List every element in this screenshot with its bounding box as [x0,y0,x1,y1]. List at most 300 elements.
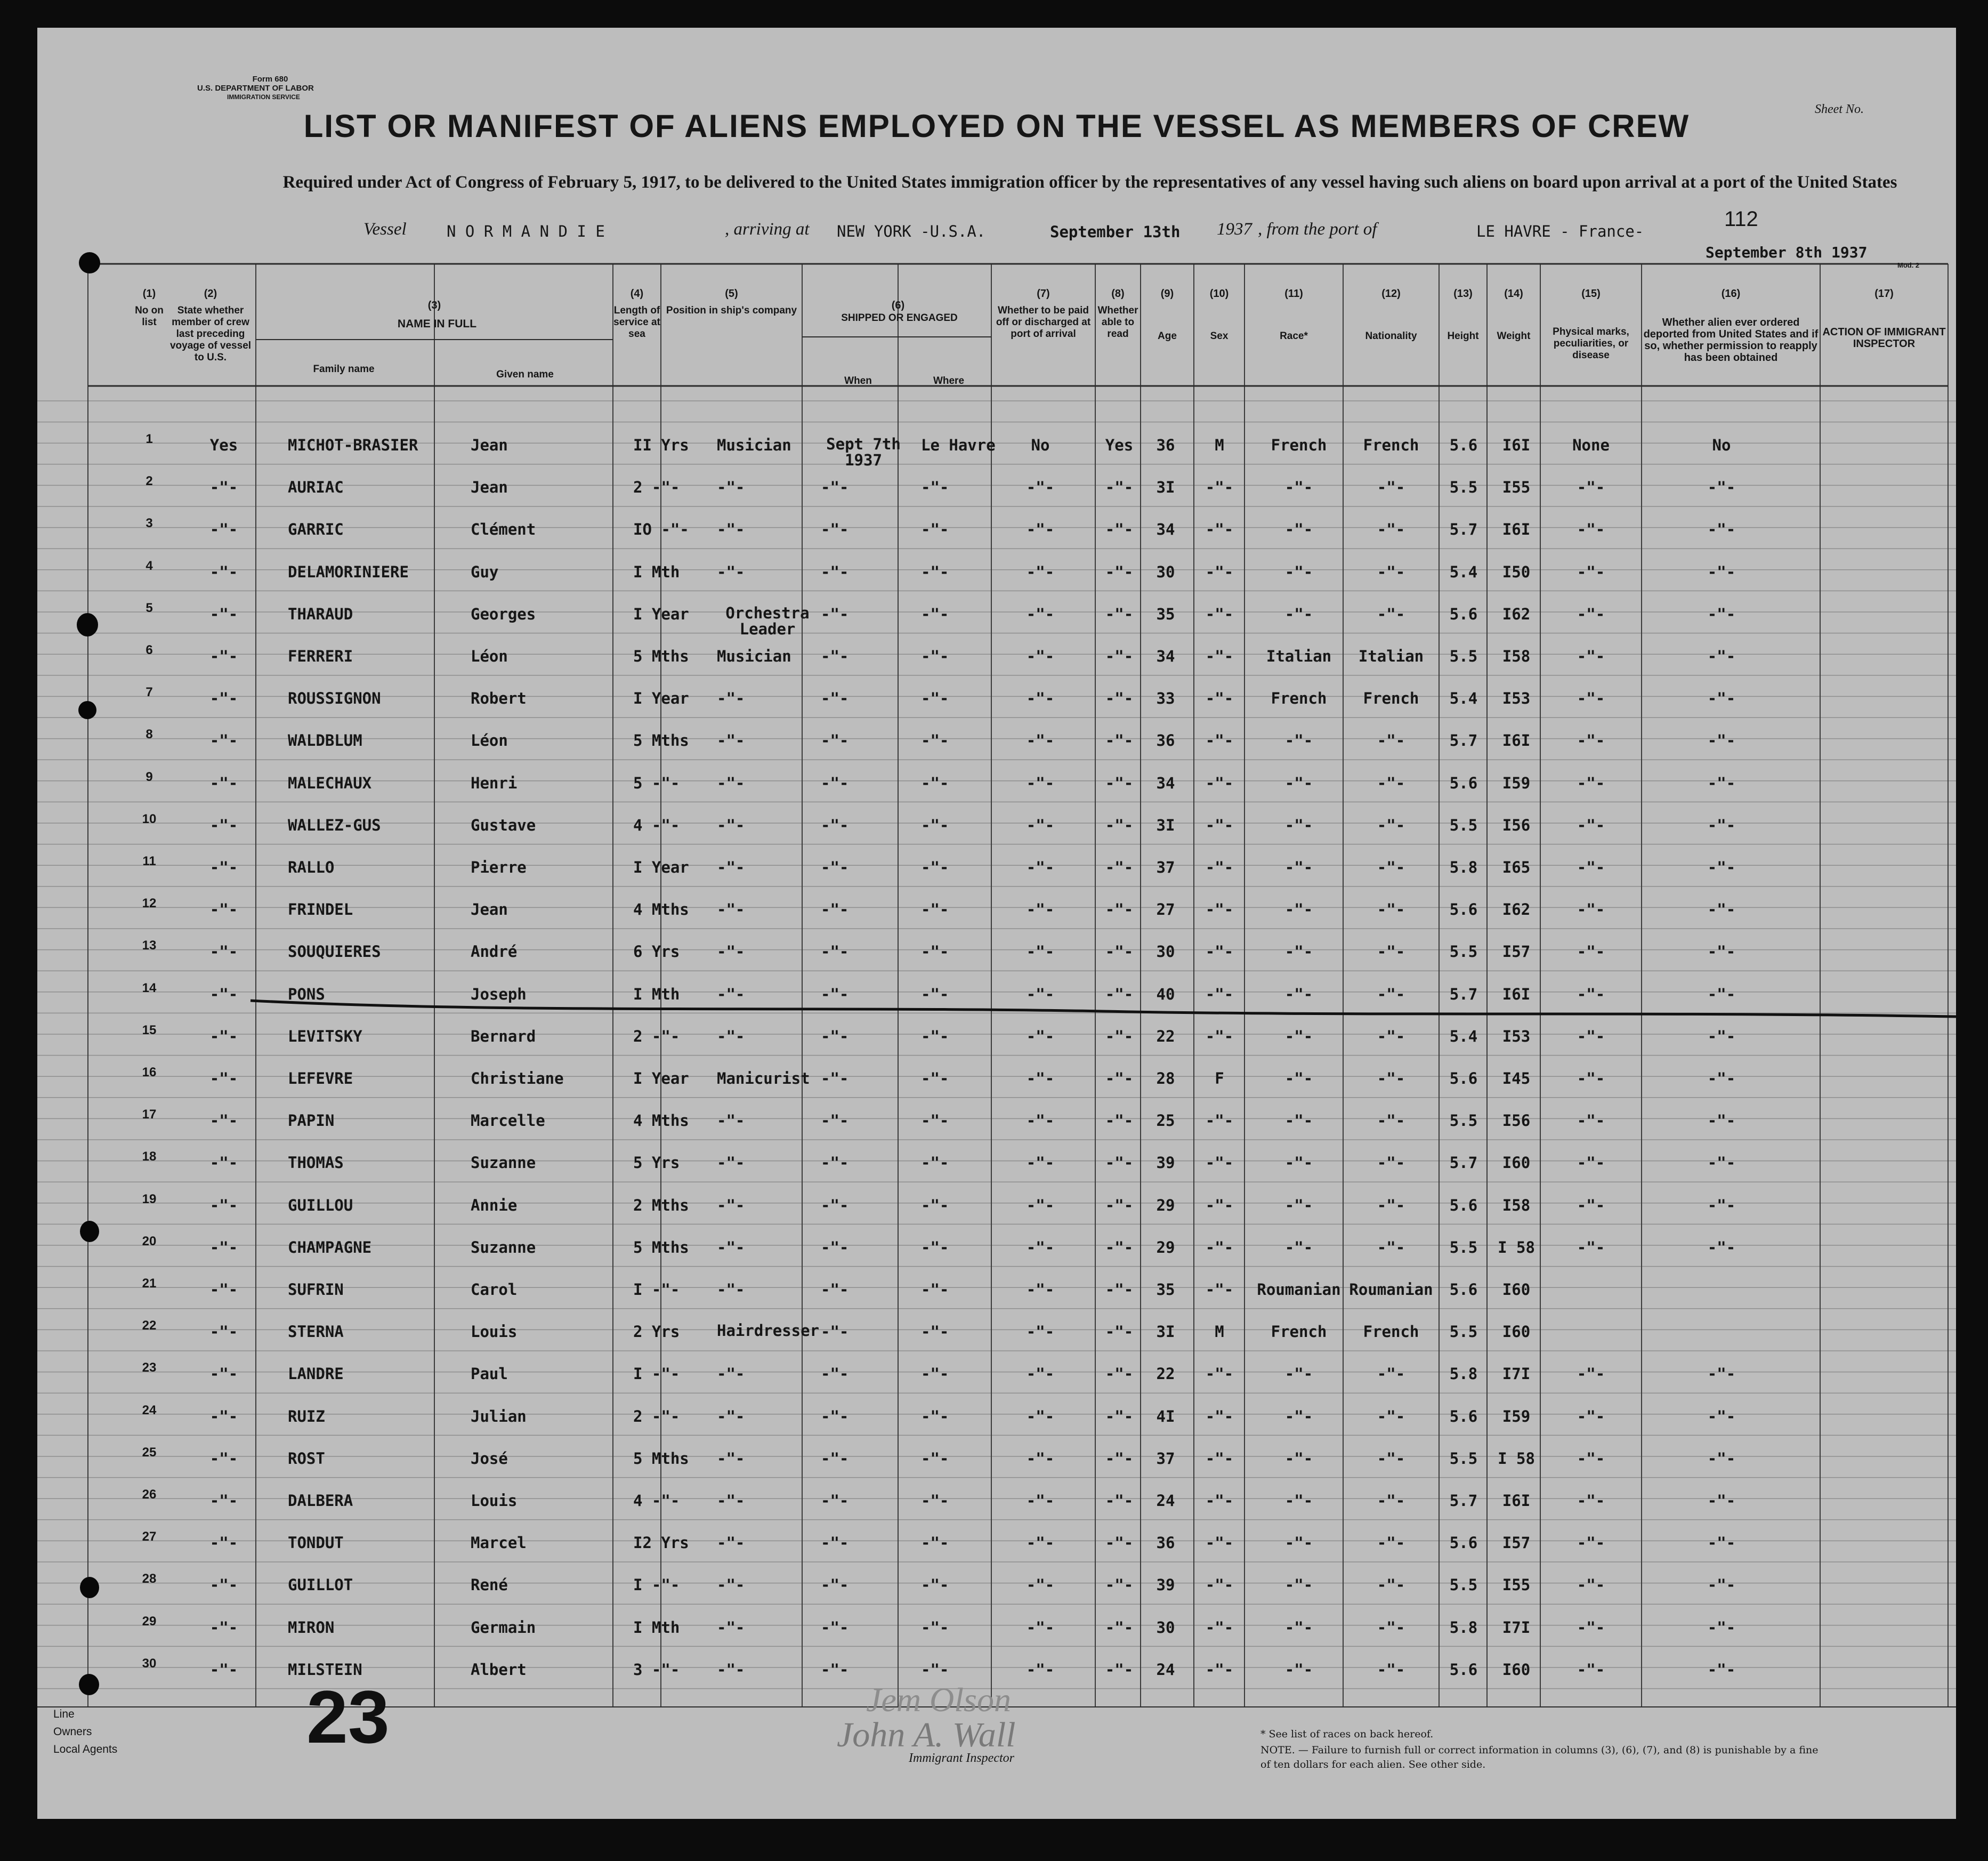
cell-family: AURIAC [288,478,344,497]
cell-position: -"- [717,731,745,750]
cell-height: 5.5 [1449,816,1478,834]
cell-read: -"- [1105,858,1134,876]
cell-prev: -"- [209,1069,238,1087]
cell-when: -"- [821,858,849,876]
cell-position: -"- [717,1027,745,1045]
cell-prev: -"- [209,1027,238,1045]
cell-paid: -"- [1026,1323,1055,1341]
cell-weight: I56 [1502,816,1531,834]
cell-weight: I60 [1502,1154,1531,1172]
cell-given: Christiane [471,1069,564,1087]
cell-where: -"- [921,774,949,792]
cell-sex: -"- [1205,774,1234,792]
cell-prev: -"- [209,731,238,750]
fine-note: NOTE. — Failure to furnish full or correct information in columns (3), (6), (7), and (8) is punishable by a fine of ten dollars for each alien. See other side. [1260,1744,1819,1770]
cell-race: -"- [1284,858,1313,876]
cell-when: -"- [821,1492,849,1510]
cell-weight: I6I [1502,520,1531,539]
cell-age: 27 [1156,900,1175,919]
cell-read: -"- [1105,605,1134,623]
cell-nationality: -"- [1377,942,1405,961]
arriving-label: , arriving at [725,220,810,239]
cell-no: 13 [142,938,157,953]
cell-where: -"- [921,1660,949,1679]
cell-service: 2 Mths [633,1196,689,1214]
from-port-label: , from the port of [1258,220,1377,239]
cell-height: 5.4 [1449,1027,1478,1045]
cell-marks: -"- [1577,1027,1605,1045]
cell-given: Jean [471,436,508,454]
cell-marks: -"- [1577,562,1605,581]
cell-sex: -"- [1205,1449,1234,1468]
cell-sex: -"- [1205,900,1234,919]
cell-family: WALLEZ-GUS [288,816,381,834]
cell-marks: -"- [1577,605,1605,623]
cell-age: 40 [1156,985,1175,1003]
cell-deported: -"- [1707,562,1736,581]
cell-marks: -"- [1577,1534,1605,1552]
cell-deported: -"- [1707,647,1736,665]
cell-race: -"- [1284,478,1313,497]
cell-deported: No [1712,436,1731,454]
cell-deported: -"- [1707,816,1736,834]
header-label: Weight [1497,331,1531,342]
cell-where: -"- [921,1196,949,1214]
cell-prev: -"- [209,1280,238,1299]
cell-given: Louis [471,1323,518,1341]
cell-service: 5 Mths [633,1449,689,1468]
cell-weight: I59 [1502,1407,1531,1425]
local-agents-label: Local Agents [53,1743,118,1755]
cell-read: -"- [1105,1365,1134,1383]
cell-deported: -"- [1707,1576,1736,1594]
cell-sex: M [1215,1323,1224,1341]
cell-position: -"- [717,1492,745,1510]
cell-weight: I57 [1502,942,1531,961]
cell-prev: -"- [209,605,238,623]
cell-when: -"- [821,731,849,750]
cell-age: 3I [1156,816,1175,834]
cell-read: -"- [1105,478,1134,497]
header-label: Nationality [1365,331,1417,342]
header-number: (10) [1209,288,1229,300]
cell-nationality: French [1363,436,1419,454]
header-number: (15) [1581,288,1601,300]
cell-when: -"- [821,942,849,961]
cell-marks: -"- [1577,1449,1605,1468]
cell-height: 5.5 [1449,1576,1478,1594]
cell-age: 37 [1156,858,1175,876]
cell-family: WALDBLUM [288,731,362,750]
cell-sex: -"- [1205,689,1234,708]
header-label: Sex [1210,331,1229,342]
cell-prev: -"- [209,942,238,961]
cell-read: -"- [1105,731,1134,750]
cell-marks: -"- [1577,1111,1605,1130]
cell-service: I -"- [633,1280,680,1299]
cell-when: -"- [821,1449,849,1468]
cell-sex: -"- [1205,731,1234,750]
departure-port: LE HAVRE - France- [1476,222,1644,240]
cell-paid: -"- [1026,731,1055,750]
cell-sex: -"- [1205,1407,1234,1425]
header-number: (6) [891,300,905,311]
cell-height: 5.6 [1449,1407,1478,1425]
cell-race: Italian [1266,647,1332,665]
cell-weight: I56 [1502,1111,1531,1130]
cell-read: -"- [1105,1154,1134,1172]
cell-age: 34 [1156,774,1175,792]
cell-family: ROUSSIGNON [288,689,381,708]
cell-paid: -"- [1026,816,1055,834]
cell-marks: -"- [1577,1407,1605,1425]
cell-paid: -"- [1026,1111,1055,1130]
cell-when: -"- [821,1238,849,1256]
cell-deported: -"- [1707,689,1736,708]
cell-age: 24 [1156,1492,1175,1510]
cell-sex: -"- [1205,816,1234,834]
cell-nationality: -"- [1377,1069,1405,1087]
cell-paid: -"- [1026,1238,1055,1256]
cell-race: -"- [1284,816,1313,834]
cell-marks: -"- [1577,1154,1605,1172]
cell-age: 33 [1156,689,1175,708]
cell-nationality: -"- [1377,1196,1405,1214]
cell-deported: -"- [1707,1492,1736,1510]
sheet-number: 112 [1724,207,1758,231]
cell-no: 30 [142,1656,157,1671]
cell-deported: -"- [1707,942,1736,961]
cell-race: -"- [1284,1576,1313,1594]
cell-read: -"- [1105,1238,1134,1256]
cell-read: -"- [1105,1660,1134,1679]
cell-given: René [471,1576,508,1594]
cell-when: -"- [821,1069,849,1087]
cell-no: 12 [142,896,157,911]
cell-position: -"- [717,562,745,581]
cell-service: 5 Mths [633,731,689,750]
cell-position: -"- [717,1196,745,1214]
cell-family: THARAUD [288,605,353,623]
cell-weight: I55 [1502,1576,1531,1594]
cell-where: -"- [921,647,949,665]
cell-height: 5.7 [1449,1492,1478,1510]
header-number: (5) [725,288,738,300]
cell-paid: -"- [1026,1492,1055,1510]
cell-read: -"- [1105,1196,1134,1214]
punch-hole [77,613,98,637]
header-number: (16) [1721,288,1741,300]
cell-given: Jean [471,900,508,919]
cell-sex: -"- [1205,942,1234,961]
cell-height: 5.6 [1449,900,1478,919]
cell-no: 20 [142,1234,157,1248]
cell-height: 5.8 [1449,858,1478,876]
cell-paid: -"- [1026,774,1055,792]
cell-age: 37 [1156,1449,1175,1468]
header-number: (8) [1111,288,1125,300]
cell-where: -"- [921,1323,949,1341]
cell-given: Clément [471,520,536,539]
cell-weight: I6I [1502,731,1531,750]
cell-when: -"- [821,1111,849,1130]
cell-when: -"- [821,1618,849,1637]
cell-marks: -"- [1577,942,1605,961]
header-number: (13) [1453,288,1473,300]
cell-prev: -"- [209,478,238,497]
cell-service: 2 Yrs [633,1323,680,1341]
cell-age: 34 [1156,520,1175,539]
cell-where: -"- [921,689,949,708]
cell-marks: -"- [1577,1660,1605,1679]
cell-read: -"- [1105,816,1134,834]
cell-deported: -"- [1707,900,1736,919]
header-label: Family name [313,364,375,375]
cell-prev: -"- [209,1660,238,1679]
manifest-subtitle: Required under Act of Congress of February 5, 1917, to be delivered to the United States immigration officer by the representatives of any vessel having such aliens on board upon arrival at a port of the United States [282,173,1897,192]
cell-family: PONS [288,985,325,1003]
cell-nationality: -"- [1377,1154,1405,1172]
cell-sex: F [1215,1069,1224,1087]
cell-read: -"- [1105,942,1134,961]
cell-family: DELAMORINIERE [288,562,409,581]
form-department: U.S. DEPARTMENT OF LABOR [197,84,314,93]
cell-service: 2 -"- [633,478,680,497]
cell-weight: I53 [1502,689,1531,708]
cell-age: 24 [1156,1660,1175,1679]
header-number: (9) [1160,288,1174,300]
cell-deported: -"- [1707,1154,1736,1172]
cell-race: -"- [1284,1449,1313,1468]
cell-nationality: -"- [1377,816,1405,834]
cell-no: 24 [142,1403,157,1417]
cell-paid: -"- [1026,1154,1055,1172]
cell-prev: -"- [209,1323,238,1341]
punch-hole [78,701,96,719]
header-label: Age [1158,331,1177,342]
cell-where: -"- [921,478,949,497]
cell-service: I Year [633,689,689,708]
cell-age: 29 [1156,1238,1175,1256]
cell-family: PAPIN [288,1111,335,1130]
cell-marks: -"- [1577,985,1605,1003]
cell-paid: -"- [1026,1196,1055,1214]
cell-service: 4 Mths [633,1111,689,1130]
cell-age: 36 [1156,436,1175,454]
cell-family: SOUQUIERES [288,942,381,961]
cell-service: 5 Mths [633,647,689,665]
cell-no: 8 [146,727,153,742]
cell-age: 39 [1156,1154,1175,1172]
cell-sex: -"- [1205,1027,1234,1045]
cell-when: -"- [821,647,849,665]
cell-prev: -"- [209,1576,238,1594]
cell-given: Marcelle [471,1111,545,1130]
header-label: NAME IN FULL [397,318,477,330]
cell-race: -"- [1284,605,1313,623]
cell-age: 4I [1156,1407,1175,1425]
cell-deported: -"- [1707,774,1736,792]
cell-height: 5.5 [1449,647,1478,665]
cell-race: -"- [1284,1618,1313,1637]
cell-height: 5.5 [1449,1323,1478,1341]
cell-height: 5.5 [1449,478,1478,497]
cell-weight: I58 [1502,647,1531,665]
cell-weight: I 58 [1498,1238,1535,1256]
cell-service: 4 -"- [633,816,680,834]
cell-family: FRINDEL [288,900,353,919]
cell-position: -"- [717,858,745,876]
cell-family: LEVITSKY [288,1027,362,1045]
cell-paid: No [1031,436,1050,454]
cell-service: 5 Yrs [633,1154,680,1172]
cell-when: -"- [821,520,849,539]
cell-age: 29 [1156,1196,1175,1214]
cell-race: -"- [1284,1534,1313,1552]
cell-where: Le Havre [921,436,996,454]
header-number: (2) [204,288,217,300]
cell-no: 7 [146,685,153,700]
cell-weight: I6I [1502,1492,1531,1510]
cell-when: -"- [821,1407,849,1425]
cell-service: I Mth [633,1618,680,1637]
cell-sex: -"- [1205,1154,1234,1172]
cell-given: Joseph [471,985,527,1003]
cell-no: 26 [142,1487,157,1502]
cell-family: STERNA [288,1323,344,1341]
cell-read: -"- [1105,1323,1134,1341]
line-label: Line [53,1708,75,1720]
header-number: (12) [1381,288,1401,300]
cell-paid: -"- [1026,478,1055,497]
cell-sex: -"- [1205,605,1234,623]
cell-paid: -"- [1026,562,1055,581]
cell-weight: I57 [1502,1534,1531,1552]
cell-position: Orchestra Leader [725,603,810,638]
header-label: State whether member of crew last preceding voyage of vessel to U.S. [169,305,252,363]
cell-prev: -"- [209,1618,238,1637]
cell-given: Suzanne [471,1238,536,1256]
cell-age: 22 [1156,1027,1175,1045]
cell-weight: I60 [1502,1280,1531,1299]
cell-service: I -"- [633,1576,680,1594]
cell-when: -"- [821,478,849,497]
cell-marks: -"- [1577,1238,1605,1256]
cell-weight: I62 [1502,900,1531,919]
cell-weight: I7I [1502,1365,1531,1383]
arrival-date: September 13th [1050,223,1181,241]
cell-position: -"- [717,1618,745,1637]
cell-deported: -"- [1707,858,1736,876]
cell-family: GUILLOT [288,1576,353,1594]
cell-age: 22 [1156,1365,1175,1383]
cell-race: -"- [1284,1660,1313,1679]
cell-weight: I62 [1502,605,1531,623]
cell-given: Pierre [471,858,527,876]
cell-nationality: -"- [1377,900,1405,919]
cell-position: -"- [717,520,745,539]
cell-no: 9 [146,769,153,784]
cell-weight: I59 [1502,774,1531,792]
cell-paid: -"- [1026,1660,1055,1679]
cell-nationality: -"- [1377,1618,1405,1637]
cell-marks: None [1572,436,1610,454]
cell-position: -"- [717,1407,745,1425]
cell-position: Hairdresser [717,1322,820,1340]
cell-paid: -"- [1026,1027,1055,1045]
cell-paid: -"- [1026,1618,1055,1637]
header-label: Whether to be paid off or discharged at port of arrival [996,305,1091,340]
cell-where: -"- [921,1576,949,1594]
cell-where: -"- [921,1280,949,1299]
cell-race: -"- [1284,1492,1313,1510]
cell-service: I Mth [633,985,680,1003]
cell-height: 5.7 [1449,1154,1478,1172]
cell-nationality: -"- [1377,520,1405,539]
cell-prev: -"- [209,774,238,792]
cell-prev: -"- [209,520,238,539]
cell-race: -"- [1284,774,1313,792]
cell-read: -"- [1105,1111,1134,1130]
cell-nationality: -"- [1377,478,1405,497]
cell-where: -"- [921,1365,949,1383]
cell-where: -"- [921,1534,949,1552]
cell-paid: -"- [1026,1280,1055,1299]
cell-sex: -"- [1205,1365,1234,1383]
header-number: (4) [630,288,644,300]
cell-family: GARRIC [288,520,344,539]
cell-nationality: -"- [1377,1576,1405,1594]
cell-when: -"- [821,1154,849,1172]
cell-prev: -"- [209,1492,238,1510]
cell-no: 28 [142,1572,157,1586]
cell-age: 3I [1156,478,1175,497]
cell-read: -"- [1105,562,1134,581]
cell-weight: I7I [1502,1618,1531,1637]
cell-paid: -"- [1026,647,1055,665]
cell-deported: -"- [1707,1449,1736,1468]
cell-given: Gustave [471,816,536,834]
header-label: Race* [1280,331,1308,342]
cell-read: -"- [1105,774,1134,792]
cell-prev: -"- [209,562,238,581]
cell-height: 5.8 [1449,1618,1478,1637]
cell-position: -"- [717,689,745,708]
cell-sex: -"- [1205,1238,1234,1256]
cell-where: -"- [921,1027,949,1045]
cell-position: -"- [717,985,745,1003]
cell-race: French [1271,1323,1327,1341]
cell-age: 36 [1156,1534,1175,1552]
sheet-number-label: Sheet No. [1815,102,1864,116]
cell-deported: -"- [1707,520,1736,539]
cell-weight: I6I [1502,436,1531,454]
cell-paid: -"- [1026,1365,1055,1383]
cell-no: 5 [146,600,153,615]
cell-height: 5.4 [1449,689,1478,708]
cell-read: -"- [1105,647,1134,665]
cell-position: -"- [717,1576,745,1594]
vessel-name: N O R M A N D I E [447,222,605,240]
header-number: (7) [1037,288,1050,300]
cell-paid: -"- [1026,985,1055,1003]
cell-no: 21 [142,1276,157,1291]
cell-race: -"- [1284,1069,1313,1087]
cell-marks: -"- [1577,689,1605,708]
cell-family: RUIZ [288,1407,325,1425]
cell-where: -"- [921,731,949,750]
header-number: (1) [142,288,156,300]
